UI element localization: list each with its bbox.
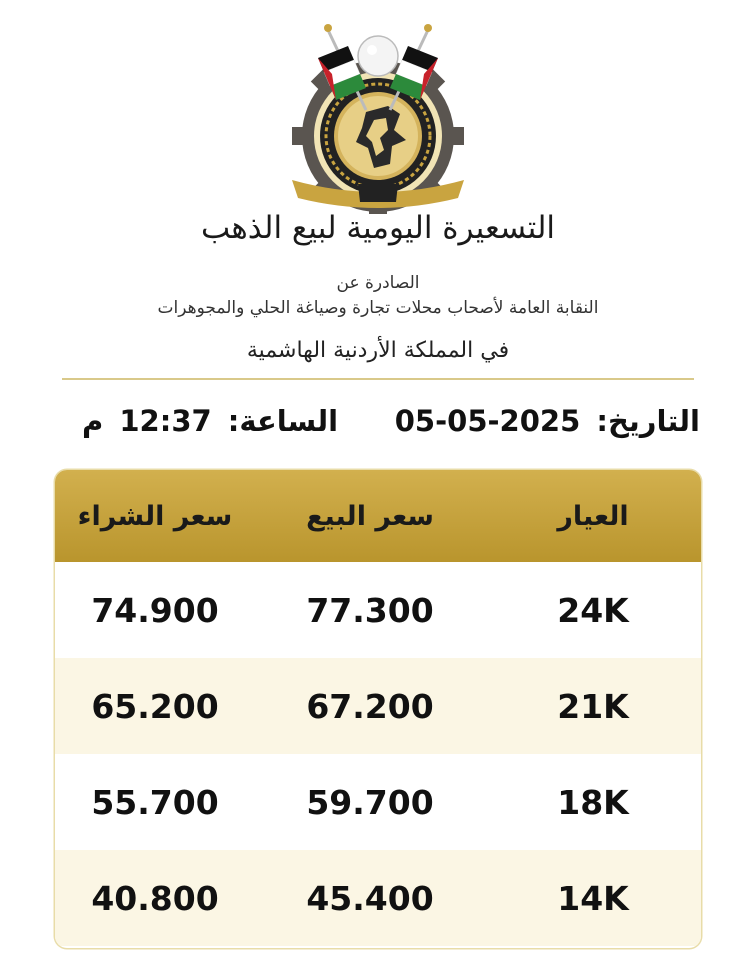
sell-price-cell: 77.300 bbox=[306, 590, 434, 630]
table-row bbox=[55, 562, 701, 658]
time-value: 12:37 bbox=[119, 404, 212, 438]
buy-price-cell: 55.700 bbox=[91, 782, 219, 822]
union-emblem-logo bbox=[288, 18, 468, 214]
header-buy-price: سعر الشراء bbox=[77, 500, 233, 532]
price-table bbox=[55, 470, 701, 948]
sell-price-cell: 45.400 bbox=[306, 878, 434, 918]
date-group bbox=[389, 404, 700, 438]
sell-price-cell: 67.200 bbox=[306, 686, 434, 726]
header-sell-price: سعر البيع bbox=[306, 500, 434, 532]
karat-cell: 18K bbox=[557, 782, 629, 822]
header-karat: العيار bbox=[557, 500, 629, 532]
date-time-line bbox=[60, 404, 700, 448]
page-title: التسعيرة اليومية لبيع الذهب bbox=[200, 210, 556, 246]
buy-price-cell: 74.900 bbox=[91, 590, 219, 630]
karat-cell: 21K bbox=[557, 686, 629, 726]
karat-cell: 14K bbox=[557, 878, 629, 918]
table-row bbox=[55, 850, 701, 946]
buy-price-cell: 40.800 bbox=[91, 878, 219, 918]
table-row bbox=[55, 658, 701, 754]
divider bbox=[62, 378, 694, 380]
time-label: الساعة: bbox=[227, 404, 339, 438]
table-row bbox=[55, 754, 701, 850]
time-suffix: م bbox=[82, 404, 104, 438]
date-label: التاريخ: bbox=[596, 404, 700, 438]
union-name: النقابة العامة لأصحاب محلات تجارة وصياغة الحلي والمجوهرات bbox=[157, 298, 599, 318]
sell-price-cell: 59.700 bbox=[306, 782, 434, 822]
time-group bbox=[82, 404, 338, 438]
date-value: 05-05-2025 bbox=[394, 404, 581, 438]
table-header bbox=[55, 470, 701, 562]
issued-by-label: الصادرة عن bbox=[336, 273, 420, 293]
buy-price-cell: 65.200 bbox=[91, 686, 219, 726]
kingdom-label: في المملكة الأردنية الهاشمية bbox=[246, 338, 510, 363]
karat-cell: 24K bbox=[557, 590, 629, 630]
